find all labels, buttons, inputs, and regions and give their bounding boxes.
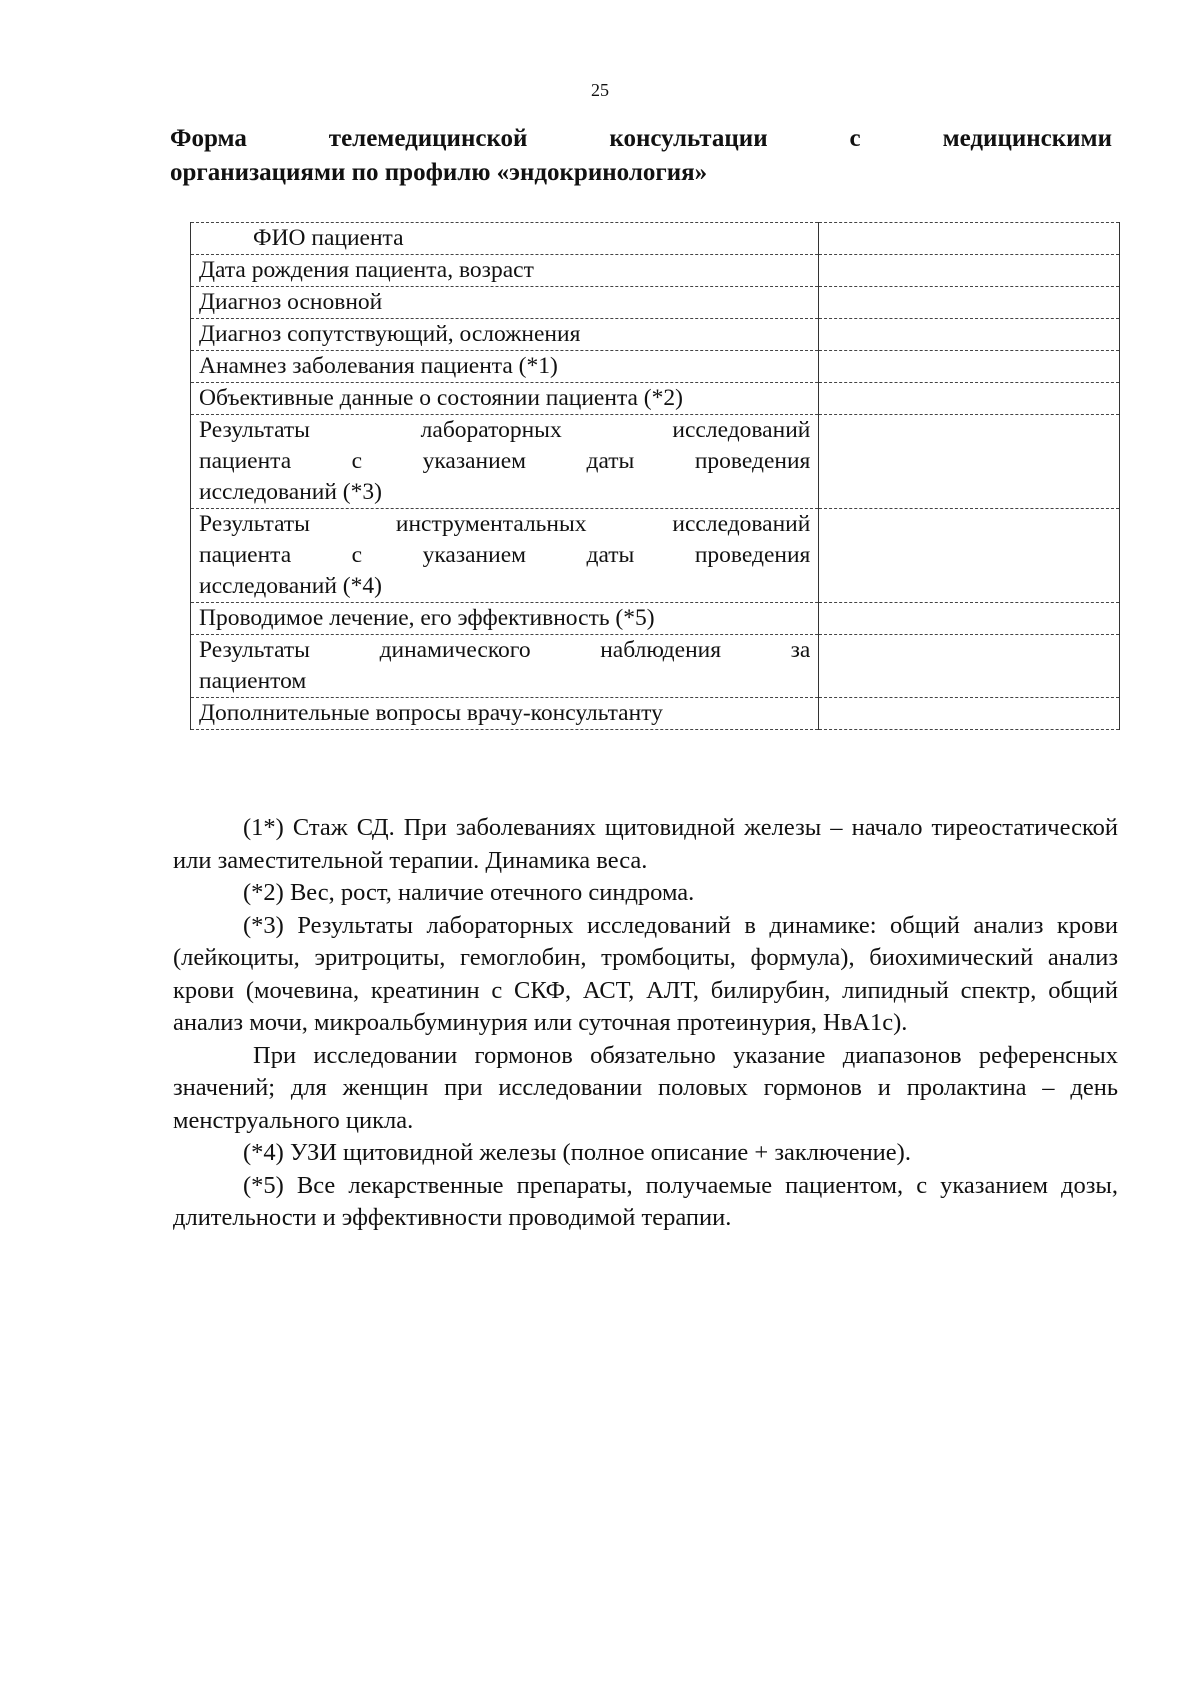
form-label-treatment: Проводимое лечение, его эффективность (*5) xyxy=(191,603,819,635)
form-value-lab-results[interactable] xyxy=(819,415,1120,509)
form-label-extra-questions: Дополнительные вопросы врачу-консультанту xyxy=(191,698,819,730)
page-number: 25 xyxy=(591,80,609,100)
form-row-patient-name xyxy=(191,223,1120,255)
form-label-birth-date: Дата рождения пациента, возраст xyxy=(191,255,819,287)
form-value-anamnesis[interactable] xyxy=(819,351,1120,383)
form-value-treatment[interactable] xyxy=(819,603,1120,635)
footnote-3-hormones: При исследовании гормонов обязательно указание диапазонов референсных значений; для женщин при исследовании половых гормонов и пролактина – день менструального цикла. xyxy=(173,1041,1118,1134)
form-value-comorbid-diagnosis[interactable] xyxy=(819,319,1120,351)
form-row-comorbid-diagnosis xyxy=(191,319,1120,351)
form-row-anamnesis xyxy=(191,351,1120,383)
form-label-objective-data: Объективные данные о состоянии пациента (*2) xyxy=(191,383,819,415)
form-label-lab-results-line-2: пациента с указанием даты проведения xyxy=(199,448,811,474)
form-value-dynamic-observation[interactable] xyxy=(819,635,1120,698)
form-label-comorbid-diagnosis: Диагноз сопутствующий, осложнения xyxy=(191,319,819,351)
form-label-dynamic-observation xyxy=(191,635,819,698)
form-row-dynamic-observation xyxy=(191,635,1120,698)
form-label-instrumental-results-line-2: пациента с указанием даты проведения xyxy=(199,542,811,568)
form-label-lab-results-line-3: исследований (*3) xyxy=(199,479,382,505)
form-row-objective-data xyxy=(191,383,1120,415)
form-label-patient-name: ФИО пациента xyxy=(191,223,819,255)
form-row-treatment xyxy=(191,603,1120,635)
form-label-instrumental-results-line-3: исследований (*4) xyxy=(199,573,382,599)
footnote-4: (*4) УЗИ щитовидной железы (полное описание + заключение). xyxy=(243,1139,911,1166)
form-label-dynamic-observation-line-2: пациентом xyxy=(199,668,307,694)
form-title-line-1: Форма телемедицинской консультации с медицинскими xyxy=(170,125,1112,152)
form-label-main-diagnosis: Диагноз основной xyxy=(191,287,819,319)
form-title xyxy=(170,122,1112,190)
form-label-anamnesis: Анамнез заболевания пациента (*1) xyxy=(191,351,819,383)
footnote-1: (1*) Стаж СД. При заболеваниях щитовидной железы – начало тиреостатической или заместительной терапии. Динамика веса. xyxy=(173,814,1118,874)
form-value-patient-name[interactable] xyxy=(819,223,1120,255)
form-value-main-diagnosis[interactable] xyxy=(819,287,1120,319)
form-title-line-2: организациями по профилю «эндокринология» xyxy=(170,159,708,186)
form-value-birth-date[interactable] xyxy=(819,255,1120,287)
form-row-instrumental-results xyxy=(191,509,1120,603)
footnote-2: (*2) Вес, рост, наличие отечного синдрома. xyxy=(243,879,695,906)
form-label-dynamic-observation-line-1: Результаты динамического наблюдения за xyxy=(199,637,811,663)
consultation-form-table xyxy=(190,222,1120,730)
form-label-lab-results-line-1: Результаты лабораторных исследований xyxy=(199,417,811,443)
form-row-lab-results xyxy=(191,415,1120,509)
form-label-lab-results xyxy=(191,415,819,509)
form-row-main-diagnosis xyxy=(191,287,1120,319)
footnote-3: (*3) Результаты лабораторных исследований в динамике: общий анализ крови (лейкоциты, эритроциты, гемоглобин, тромбоциты, формула), биохимический анализ крови (мочевина, креатинин с СКФ, АСТ, АЛТ, билирубин, липидный спектр, общий анализ мочи, микроальбуминурия или суточная протеинурия, HвA1c). xyxy=(173,911,1118,1036)
footnote-5: (*5) Все лекарственные препараты, получаемые пациентом, с указанием дозы, длительности и эффективности проводимой терапии. xyxy=(173,1171,1118,1231)
form-label-instrumental-results xyxy=(191,509,819,603)
form-value-instrumental-results[interactable] xyxy=(819,509,1120,603)
form-row-birth-date xyxy=(191,255,1120,287)
form-value-objective-data[interactable] xyxy=(819,383,1120,415)
form-label-instrumental-results-line-1: Результаты инструментальных исследований xyxy=(199,511,811,537)
form-row-extra-questions xyxy=(191,698,1120,730)
footnotes xyxy=(173,812,1118,1235)
form-value-extra-questions[interactable] xyxy=(819,698,1120,730)
